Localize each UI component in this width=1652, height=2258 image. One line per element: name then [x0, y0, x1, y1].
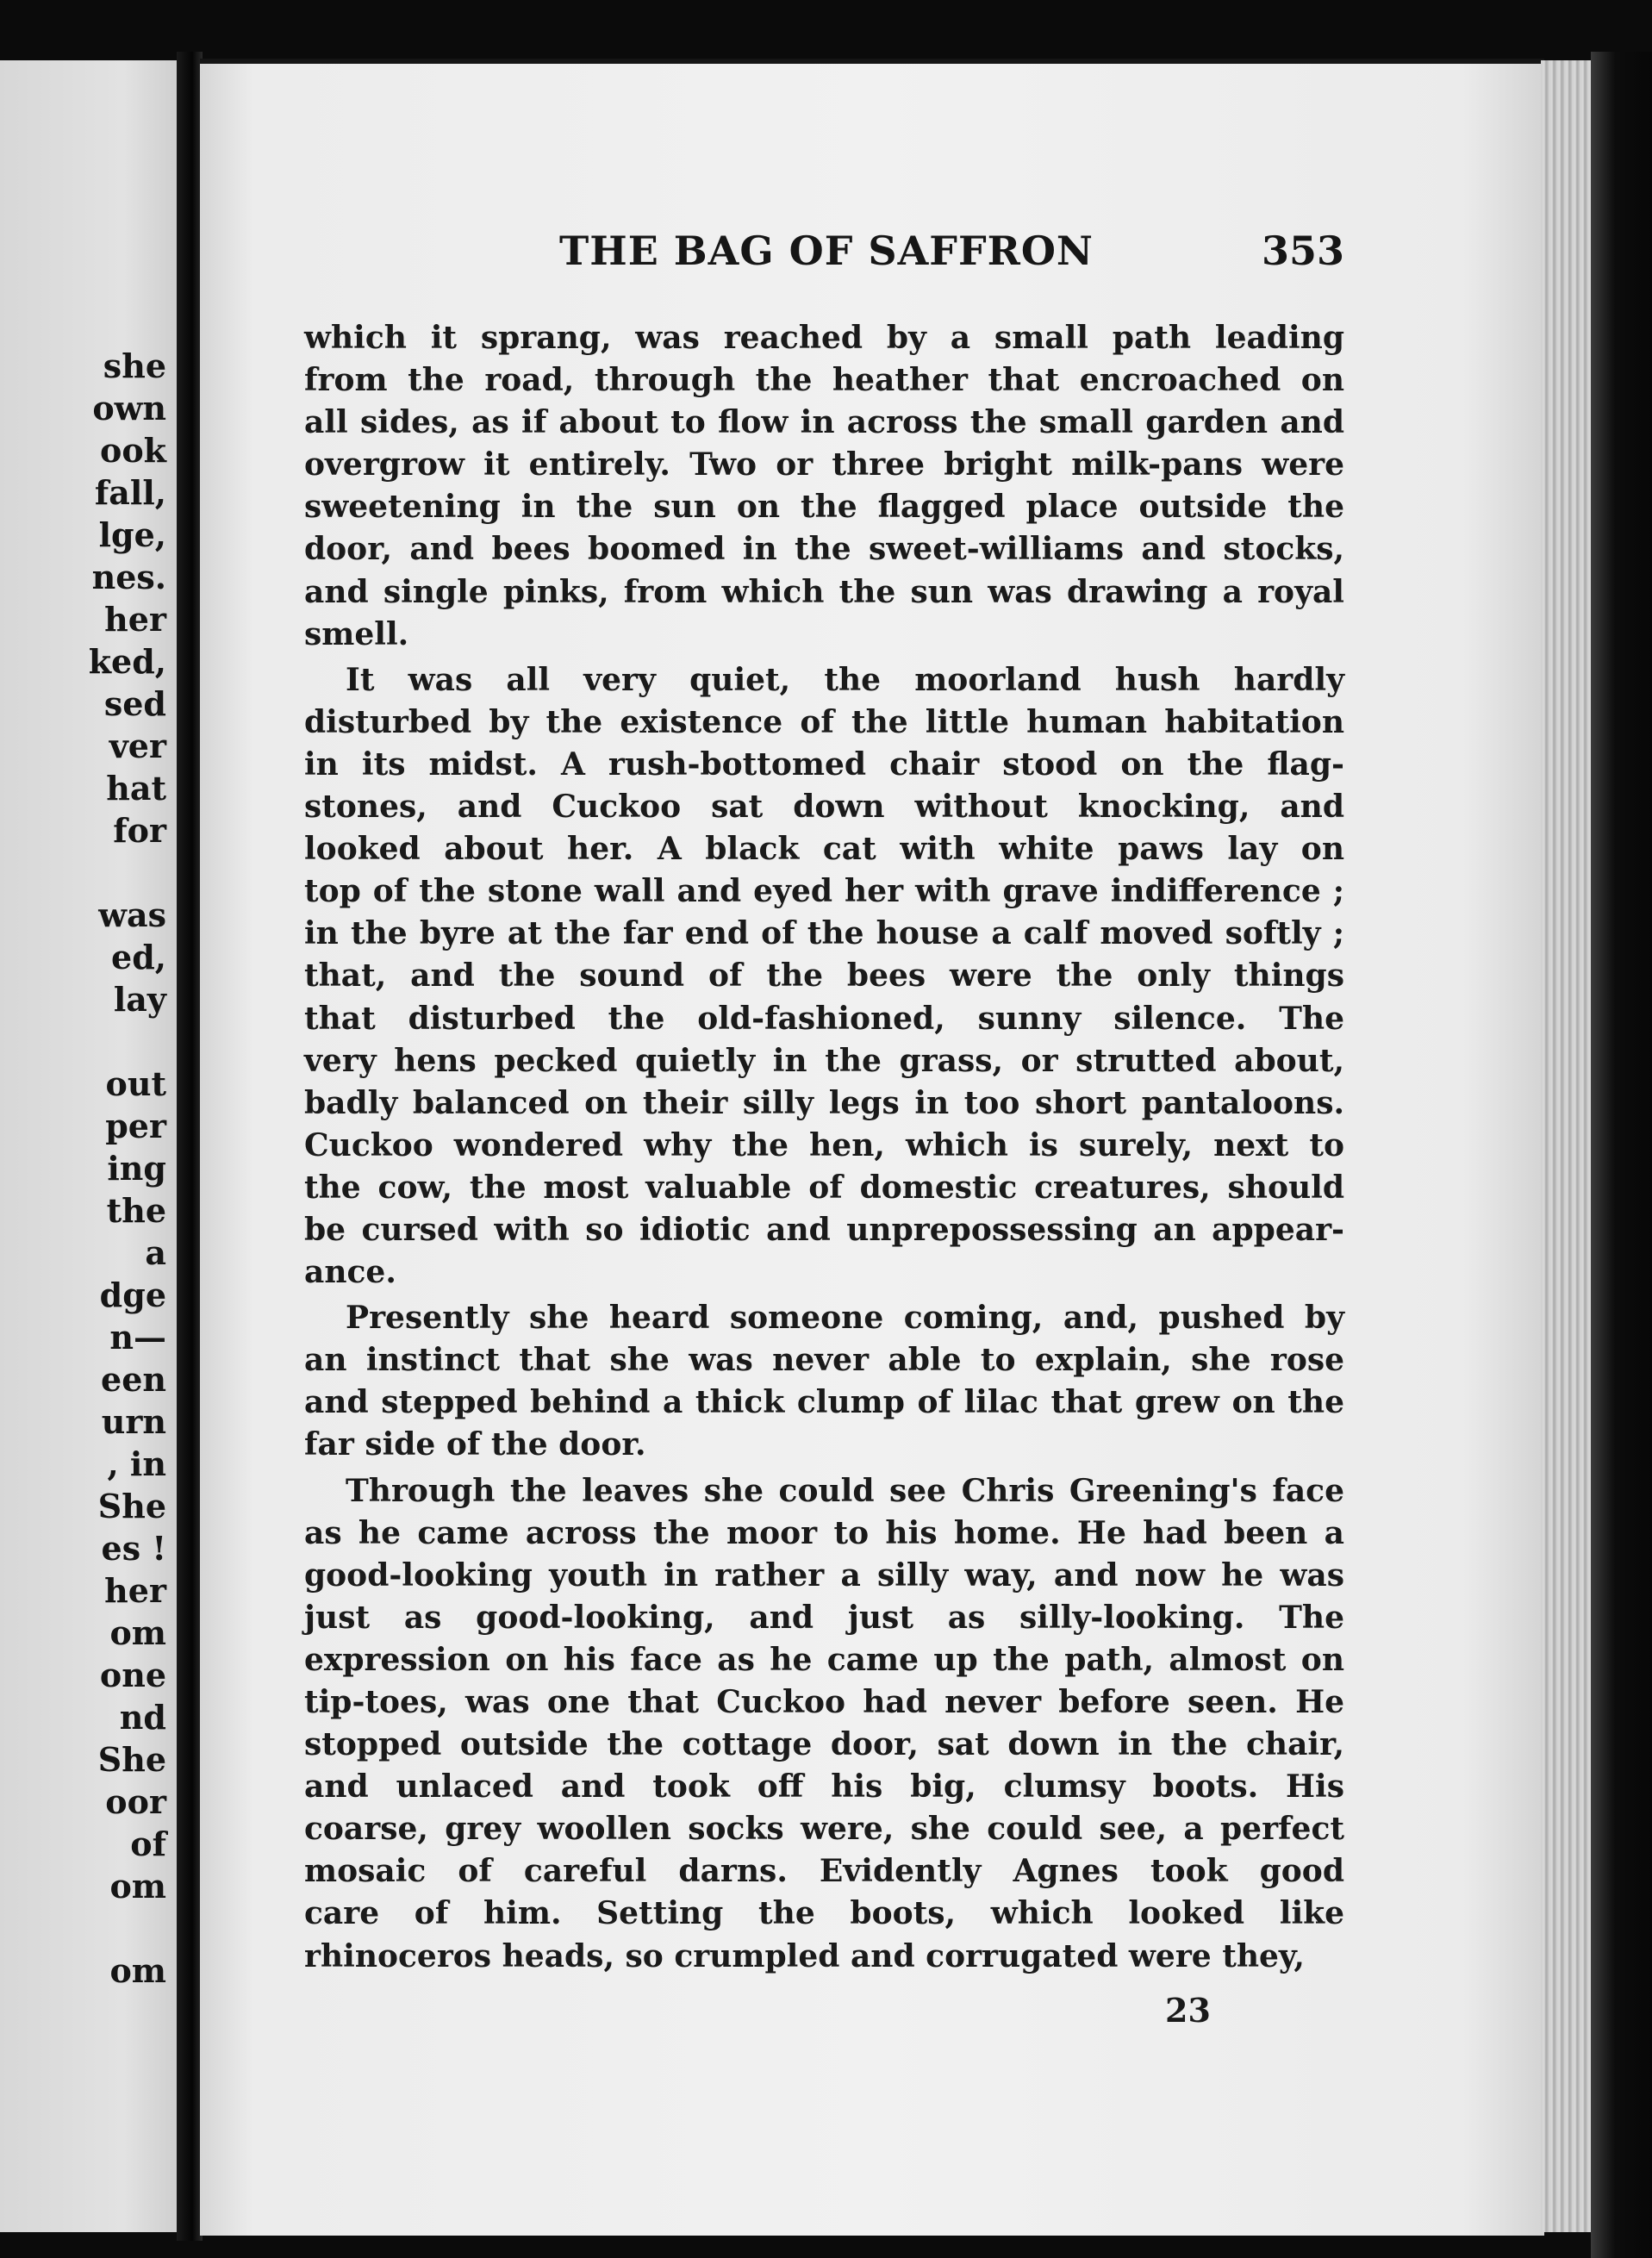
- page-edges: [1541, 60, 1593, 2232]
- previous-page-fragment: she: [103, 346, 166, 385]
- previous-page-text-fragments: [0, 345, 166, 1992]
- text-line: from the road, through the heather that encroached on: [304, 362, 1344, 399]
- text-line: be cursed with so idiotic and unprepossessing an appear-: [304, 1211, 1344, 1248]
- text-line: very hens pecked quietly in the grass, or strutted about,: [304, 1042, 1344, 1079]
- previous-page-fragment: oor: [105, 1782, 166, 1821]
- text-line: ance.: [304, 1254, 396, 1291]
- previous-page-fragment: a: [145, 1233, 166, 1272]
- previous-page-fragment: om: [109, 1613, 166, 1652]
- previous-page-fragment: dge: [99, 1276, 166, 1314]
- previous-page-fragment: her: [104, 1571, 166, 1610]
- text-line: mosaic of careful darns. Evidently Agnes took good: [304, 1853, 1344, 1890]
- text-line: top of the stone wall and eyed her with grave indifference ;: [304, 873, 1344, 910]
- text-line: stones, and Cuckoo sat down without knocking, and: [304, 789, 1344, 826]
- previous-page-fragment: , in: [107, 1444, 166, 1483]
- text-line: and unlaced and took off his big, clumsy boots. His: [304, 1768, 1344, 1806]
- text-line: disturbed by the existence of the little human habitation: [304, 703, 1344, 740]
- signature-mark: 23: [1165, 1991, 1211, 2030]
- text-line: Cuckoo wondered why the hen, which is surely, next to: [304, 1126, 1344, 1163]
- text-line: the cow, the most valuable of domestic creatures, should: [304, 1169, 1344, 1206]
- text-line: just as good-looking, and just as silly-looking. The: [304, 1599, 1344, 1636]
- text-line: Through the leaves she could see Chris Greening's face: [346, 1472, 1344, 1509]
- text-line: in the byre at the far end of the house a calf moved softly ;: [304, 915, 1344, 952]
- previous-page-fragment: ook: [99, 431, 166, 470]
- previous-page-fragment: nes.: [91, 558, 166, 596]
- text-line: stopped outside the cottage door, sat down in the chair,: [304, 1726, 1344, 1763]
- previous-page-fragment: for: [113, 811, 166, 850]
- text-line: door, and bees boomed in the sweet-williams and stocks,: [304, 531, 1344, 568]
- text-line: Presently she heard someone coming, and, pushed by: [346, 1300, 1344, 1337]
- paragraph: [304, 1470, 1344, 1978]
- previous-page-fragment: ked,: [88, 642, 166, 681]
- text-line: all sides, as if about to flow in across the small garden and: [304, 404, 1344, 441]
- text-line: tip-toes, was one that Cuckoo had never before seen. He: [304, 1684, 1344, 1720]
- previous-page-fragment: ing: [107, 1149, 166, 1188]
- previous-page-fragment: om: [109, 1951, 166, 1990]
- text-line: It was all very quiet, the moorland hush hardly: [346, 661, 1344, 698]
- previous-page-fragment: the: [106, 1191, 166, 1230]
- body-text: [304, 317, 1344, 1978]
- text-line: that, and the sound of the bees were the only things: [304, 957, 1344, 995]
- previous-page-fragment: of: [130, 1824, 166, 1863]
- text-line: which it sprang, was reached by a small path leading: [304, 320, 1344, 356]
- text-line: overgrow it entirely. Two or three bright milk-pans were: [304, 446, 1344, 483]
- previous-page-fragment: es !: [101, 1529, 166, 1568]
- running-head: [306, 222, 1344, 283]
- text-line: good-looking youth in rather a silly way, and now he was: [304, 1556, 1344, 1594]
- text-line: expression on his face as he came up the path, almost on: [304, 1641, 1344, 1678]
- book-gutter: [177, 52, 203, 2241]
- previous-page-fragment: urn: [101, 1402, 166, 1441]
- book-cover-edge: [1591, 52, 1652, 2258]
- text-line: and stepped behind a thick clump of lilac that grew on the: [304, 1384, 1344, 1421]
- previous-page-fragment: She: [97, 1487, 166, 1525]
- text-line: sweetening in the sun on the flagged place outside the: [304, 489, 1344, 526]
- previous-page-fragment: She: [97, 1740, 166, 1779]
- previous-page-fragment: lay: [113, 980, 166, 1019]
- text-line: smell.: [304, 615, 409, 652]
- previous-page-fragment: nd: [119, 1698, 166, 1737]
- previous-page-fragment: een: [101, 1360, 166, 1399]
- previous-page-fragment: out: [105, 1064, 166, 1103]
- running-title: THE BAG OF SAFFRON: [559, 228, 1094, 274]
- previous-page-fragment: n—: [109, 1318, 166, 1357]
- text-line: as he came across the moor to his home. He had been a: [304, 1514, 1344, 1551]
- previous-page-fragment: hat: [106, 769, 166, 808]
- previous-page-fragment: lge,: [98, 515, 166, 554]
- text-line: rhinoceros heads, so crumpled and corrugated were they,: [304, 1937, 1305, 1974]
- previous-page-fragment: own: [92, 389, 166, 427]
- paragraph: [304, 317, 1344, 656]
- previous-page-fragment: sed: [103, 684, 166, 723]
- previous-page-fragment: ver: [109, 727, 166, 765]
- previous-page-fragment: was: [98, 895, 166, 934]
- previous-page-fragment: her: [104, 600, 166, 639]
- previous-page-fragment: fall,: [94, 473, 166, 512]
- text-line: care of him. Setting the boots, which looked like: [304, 1895, 1344, 1932]
- previous-page-fragment: ed,: [111, 938, 166, 976]
- text-line: far side of the door.: [304, 1426, 646, 1463]
- text-line: and single pinks, from which the sun was drawing a royal: [304, 573, 1344, 610]
- text-line: that disturbed the old-fashioned, sunny silence. The: [304, 1000, 1344, 1037]
- page-number: 353: [1261, 228, 1344, 274]
- paragraph: [304, 659, 1344, 1294]
- previous-page-fragment: [0, 1907, 166, 1949]
- text-line: looked about her. A black cat with white paws lay on: [304, 831, 1344, 868]
- previous-page-fragment: [0, 1020, 166, 1063]
- previous-page-fragment: one: [99, 1656, 166, 1694]
- paragraph: [304, 1297, 1344, 1466]
- text-line: coarse, grey woollen socks were, she could see, a perfect: [304, 1811, 1344, 1848]
- previous-page-fragment: om: [109, 1867, 166, 1906]
- previous-page-fragment: per: [105, 1107, 166, 1145]
- previous-page-edge: [0, 60, 177, 2232]
- text-line: badly balanced on their silly legs in too short pantaloons.: [304, 1084, 1344, 1121]
- text-line: an instinct that she was never able to explain, she rose: [304, 1342, 1344, 1379]
- previous-page-fragment: [0, 851, 166, 894]
- text-line: in its midst. A rush-bottomed chair stood on the flag-: [304, 745, 1344, 783]
